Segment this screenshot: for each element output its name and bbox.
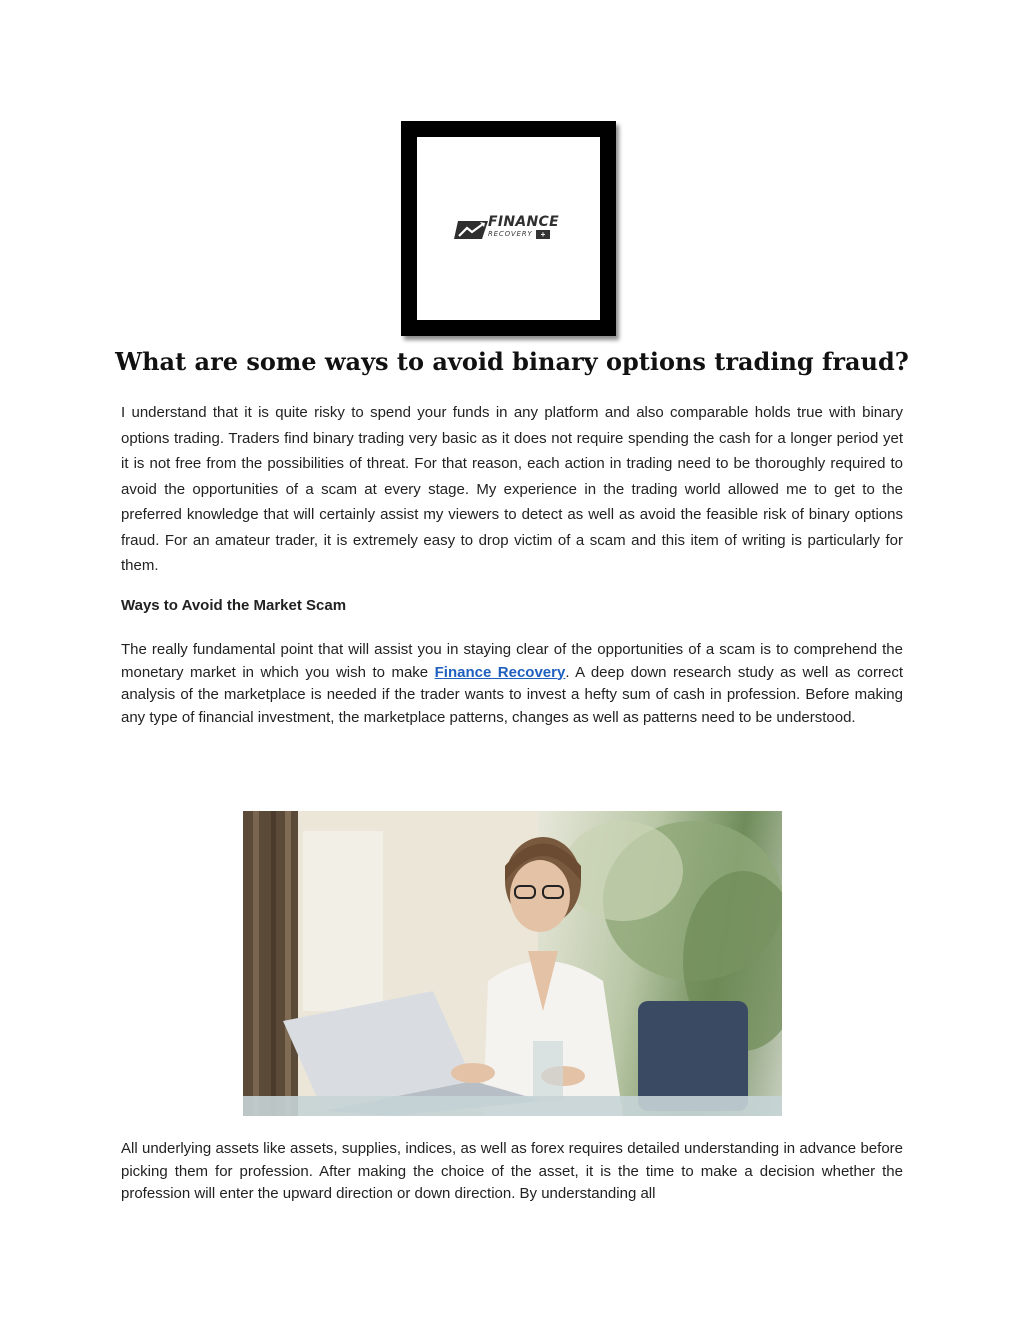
section-paragraph-text-end: . A deep down research study as well as correct analysis of the marketplace is needed if the trader wants to invest a hefty sum of cash in profession. Before making any type of financial investment, the marketplace patterns, changes as well as patterns need to be understood.	[121, 663, 903, 726]
section-paragraph-text: The really fundamental point that will assist you in staying clear of the opportunities of a scam is to comprehend the monetary market in which you wish to make	[121, 641, 903, 681]
section-paragraph	[121, 639, 903, 729]
section-heading: Ways to Avoid the Market Scam	[121, 597, 347, 614]
trend-arrow-icon	[454, 215, 490, 243]
finance-recovery-link[interactable]: Finance Recovery	[434, 663, 566, 681]
closing-paragraph: All underlying assets like assets, supplies, indices, as well as forex requires detailed understanding in advance before picking them for profession. After making the choice of the asset, it is the time to make a decision whether the profession will enter the upward direction or down direction. By understanding all	[121, 1140, 903, 1202]
logo-word: FINANCE	[488, 214, 559, 230]
article-title: What are some ways to avoid binary options trading fraud?	[115, 347, 909, 376]
logo-plus-icon: +	[536, 230, 550, 239]
logo-subword: RECOVERY	[488, 230, 533, 238]
intro-paragraph: I understand that it is quite risky to spend your funds in any platform and also comparable holds true with binary options trading. Traders find binary trading very basic as it does not require spending the cash for a longer period yet it is not free from the possibilities of threat. For that reason, each action in trading need to be thoroughly required to avoid the opportunities of a scam at every stage. My experience in the trading world allowed me to get to the preferred knowledge that will certainly assist my viewers to detect as well as avoid the feasible risk of binary options fraud. For an amateur trader, it is extremely easy to drop victim of a scam and this item of writing is particularly for them.	[121, 404, 903, 574]
logo-frame	[401, 121, 616, 336]
logo-panel	[417, 137, 600, 320]
woman-at-laptop-photo	[243, 811, 782, 1116]
photo-illustration	[243, 811, 782, 1116]
finance-recovery-logo	[454, 215, 574, 245]
